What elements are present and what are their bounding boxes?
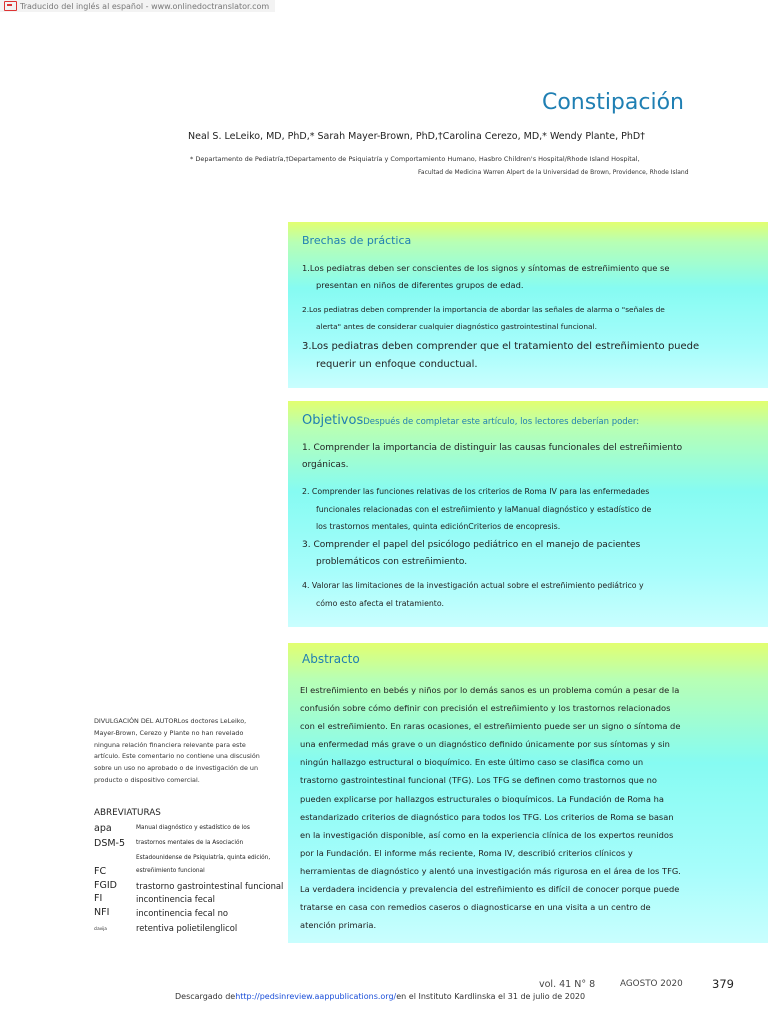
objectives-subheading: Después de completar este artículo, los lectores deberían poder: (363, 417, 640, 427)
abbreviation-row: apa Manual diagnóstico y estadístico de los (94, 823, 250, 834)
practice-gap-item: 3.Los pediatras deben comprender que el tratamiento del estreñimiento puede requerir un enfoque conductual. (302, 341, 700, 370)
banner-text: Traducido del inglés al español - www.onlinedoctranslator.com (20, 1, 270, 11)
affiliation-line-2: Facultad de Medicina Warren Alpert de la Universidad de Brown, Providence, Rhode Island (418, 169, 689, 176)
footer-volume: vol. 41 N° 8 (539, 979, 596, 990)
abbreviation-row: Estadounidense de Psiquiatría, quinta edición, (136, 855, 271, 861)
objectives-box (288, 401, 768, 627)
abbreviation-row: clavija retentiva polietilenglicol (94, 923, 238, 933)
author-list: Neal S. LeLeiko, MD, PhD,* Sarah Mayer-Brown, PhD,†Carolina Cerezo, MD,* Wendy Plante, PhD† (188, 131, 645, 142)
objectives-title: Objetivos (302, 413, 364, 428)
abbreviation-row: NFI incontinencia fecal no (94, 907, 229, 918)
affiliation-line-1: * Departamento de Pediatría,†Departamento de Psiquiatría y Comportamiento Humano, Hasbro Children's Hospital/Rhode Island Hospital, (190, 155, 640, 163)
abstract-body: El estreñimiento en bebés y niños por lo demás sanos es un problema común a pesar de la confusión sobre cómo definir con precisión el estreñimiento y los trastornos relacionados con el estreñimiento. En raras ocasiones, el estreñimiento puede ser un signo o síntoma de una enfermedad más grave o un diagnóstico definido únicamente por sus síntomas y sin ningún hallazgo estructural o bioquímico. En este último caso se clasifica como un trastorno gastrointestinal funcional (TFG). Los TFG se definen como trastornos que no pueden explicarse por hallazgos estructurales o bioquímicos. La Fundación de Roma ha estandarizado criterios de diagnóstico para todos los TFG. Los criterios de Roma se basan en la investigación disponible, así como en la experiencia clínica de los expertos reunidos por la Fundación. El informe más reciente, Roma IV, describió criterios clínicos y herramientas de diagnóstico y alentó una investigación más rigurosa en el área de los TFG. La verdadera incidencia y prevalencia del estreñimiento es difícil de conocer porque puede tratarse en casa con remedios caseros o diagnosticarse en una visita a un centro de atención primaria. (300, 685, 681, 931)
page-number: 379 (712, 977, 734, 991)
footer-date: AGOSTO 2020 (620, 979, 683, 989)
practice-gap-item: 2.Los pediatras deben comprender la importancia de abordar las señales de alarma o "señales de alerta" antes de considerar cualquier diagnóstico gastrointestinal funcional. (302, 305, 665, 331)
abbreviations-heading: ABREVIATURAS (94, 808, 161, 818)
objective-item: 2. Comprender las funciones relativas de los criterios de Roma IV para las enfermedades funcionales relacionadas con el estreñimiento y laManual diagnóstico y estadístico de los trastornos mentales, quinta ediciónCriterios de encopresis. (302, 487, 652, 531)
abbreviation-row: FGID trastorno gastrointestinal funcional (94, 880, 284, 891)
practice-gap-item: 1.Los pediatras deben ser conscientes de los signos y síntomas de estreñimiento que se presentan en niños de diferentes grupos de edad. (302, 263, 670, 290)
download-link[interactable]: http://pedsinreview.aappublications.org/ (235, 992, 397, 1001)
download-notice: Descargado dehttp://pedsinreview.aappublications.org/en el Instituto Kardlinska el 31 de julio de 2020 (175, 992, 586, 1001)
practice-gaps-heading: Brechas de práctica (302, 234, 412, 247)
abbreviation-row: FC estreñimiento funcional (94, 866, 205, 877)
translate-icon (4, 1, 17, 11)
author-disclosure: DIVULGACIÓN DEL AUTORLos doctores LeLeiko, Mayer-Brown, Cerezo y Plante no han revelado ninguna relación financiera relevante para este artículo. Este comentario no contiene una discusión sobre un uso no aprobado o de investigación de un producto o dispositivo comercial. (94, 717, 260, 784)
translation-banner[interactable] (0, 0, 275, 12)
practice-gaps-box (288, 222, 768, 388)
abbreviation-row: DSM-5 trastornos mentales de la Asociación (94, 838, 244, 849)
abstract-box (288, 643, 768, 943)
objectives-heading (302, 413, 639, 428)
abbreviation-row: FI incontinencia fecal (94, 893, 215, 904)
abstract-heading: Abstracto (302, 652, 360, 666)
objective-item: 3. Comprender el papel del psicólogo pediátrico en el manejo de pacientes problemáticos con estreñimiento. (302, 540, 641, 567)
page-title: Constipación (541, 90, 684, 115)
objective-item: 4. Valorar las limitaciones de la investigación actual sobre el estreñimiento pediátrico y cómo esto afecta el tratamiento. (302, 581, 644, 608)
objective-item: 1. Comprender la importancia de distinguir las causas funcionales del estreñimiento orgánicas. (302, 443, 683, 470)
